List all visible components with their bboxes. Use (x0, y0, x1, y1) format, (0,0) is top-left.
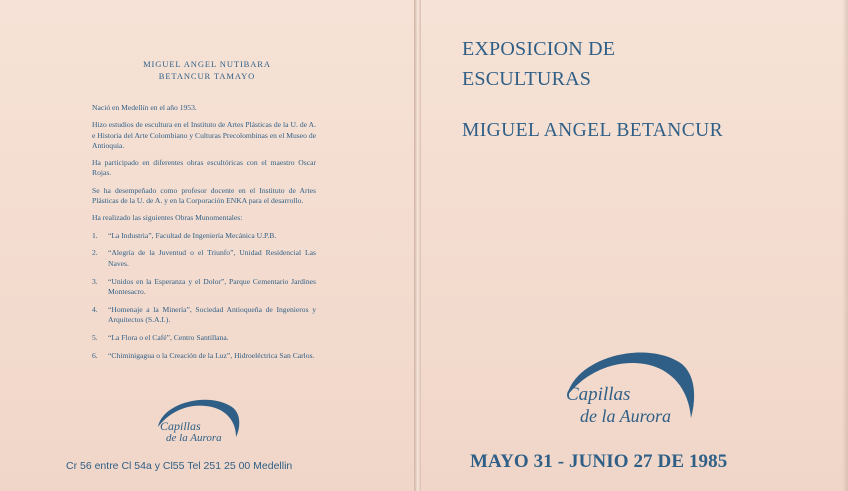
list-item (92, 305, 316, 326)
work-text: “Alegría de la Juventud o el Triunfo”, Unidad Residencial Las Naves. (108, 248, 316, 268)
list-item (92, 277, 316, 298)
logo-word-aurora: de la Aurora (166, 432, 222, 444)
work-text: “Chiminigagua o la Creación de la Luz”, Hidroeléctrica San Carlos. (108, 350, 315, 360)
bio-paragraph: Ha realizado las siguientes Obras Munomentales: (92, 213, 243, 223)
work-text: “Unidos en la Esperanza y el Dolor”, Parque Cementario Jardines Montesacro. (108, 276, 316, 296)
work-text: “La Industria”, Facultad de Ingeniería Mecánica U.P.B. (108, 230, 277, 240)
title-line-1: EXPOSICION DE (462, 38, 616, 60)
title-line-2: ESCULTURAS (462, 68, 592, 90)
work-number: 1. (92, 230, 98, 240)
artist-name: MIGUEL ANGEL BETANCUR (462, 120, 724, 141)
work-text: “Homenaje a la Minería”, Sociedad Antioqueña de Ingenieros y Arquitectos (S.A.I.). (108, 304, 316, 324)
bio-paragraph: Nació en Medellín en el año 1953. (92, 103, 197, 112)
work-number: 3. (92, 276, 98, 286)
address-line: Cr 56 entre Cl 54a y Cl55 Tel 251 25 00 Medellin (66, 460, 293, 472)
page-edge-shadow (842, 0, 848, 491)
list-item (92, 351, 316, 361)
artist-full-name (92, 58, 322, 82)
work-number: 5. (92, 332, 98, 342)
work-number: 2. (92, 248, 98, 258)
capillas-logo-large (557, 344, 703, 436)
artist-name-line-1: MIGUEL ANGEL NUTIBARA (143, 59, 271, 69)
bio-paragraph: Se ha desempeñado como profesor docente en el Instituto de Artes Plásticas de la U. de A. y en la Corporación ENKA para el desarrollo. (92, 185, 316, 206)
work-number: 4. (92, 304, 98, 314)
biography (92, 103, 316, 368)
logo-word-aurora: de la Aurora (580, 406, 672, 426)
exhibition-title (462, 34, 615, 94)
list-item (92, 231, 316, 241)
work-number: 6. (92, 350, 98, 360)
bio-paragraph: Ha participado en diferentes obras escultóricas con el maestro Oscar Rojas. (92, 158, 316, 178)
logo-word-capillas: Capillas (566, 384, 631, 405)
list-item (92, 248, 316, 269)
work-text: “La Flora o el Café”, Centro Santillana. (108, 332, 229, 342)
bio-paragraph: Hizo estudios de escultura en el Instituto de Artes Plásticas de la U. de A. e Historia del Arte Colombiano y Culturas Precolombinas en el Museo de Antioquia. (92, 120, 316, 150)
logo-word-capillas: Capillas (160, 419, 201, 433)
exhibition-dates: MAYO 31 - JUNIO 27 DE 1985 (470, 451, 728, 472)
artist-name-line-2: BETANCUR TAMAYO (158, 71, 256, 81)
capillas-logo-small (150, 393, 250, 449)
works-list (92, 231, 316, 361)
brochure-fold (414, 0, 421, 491)
list-item (92, 333, 316, 343)
